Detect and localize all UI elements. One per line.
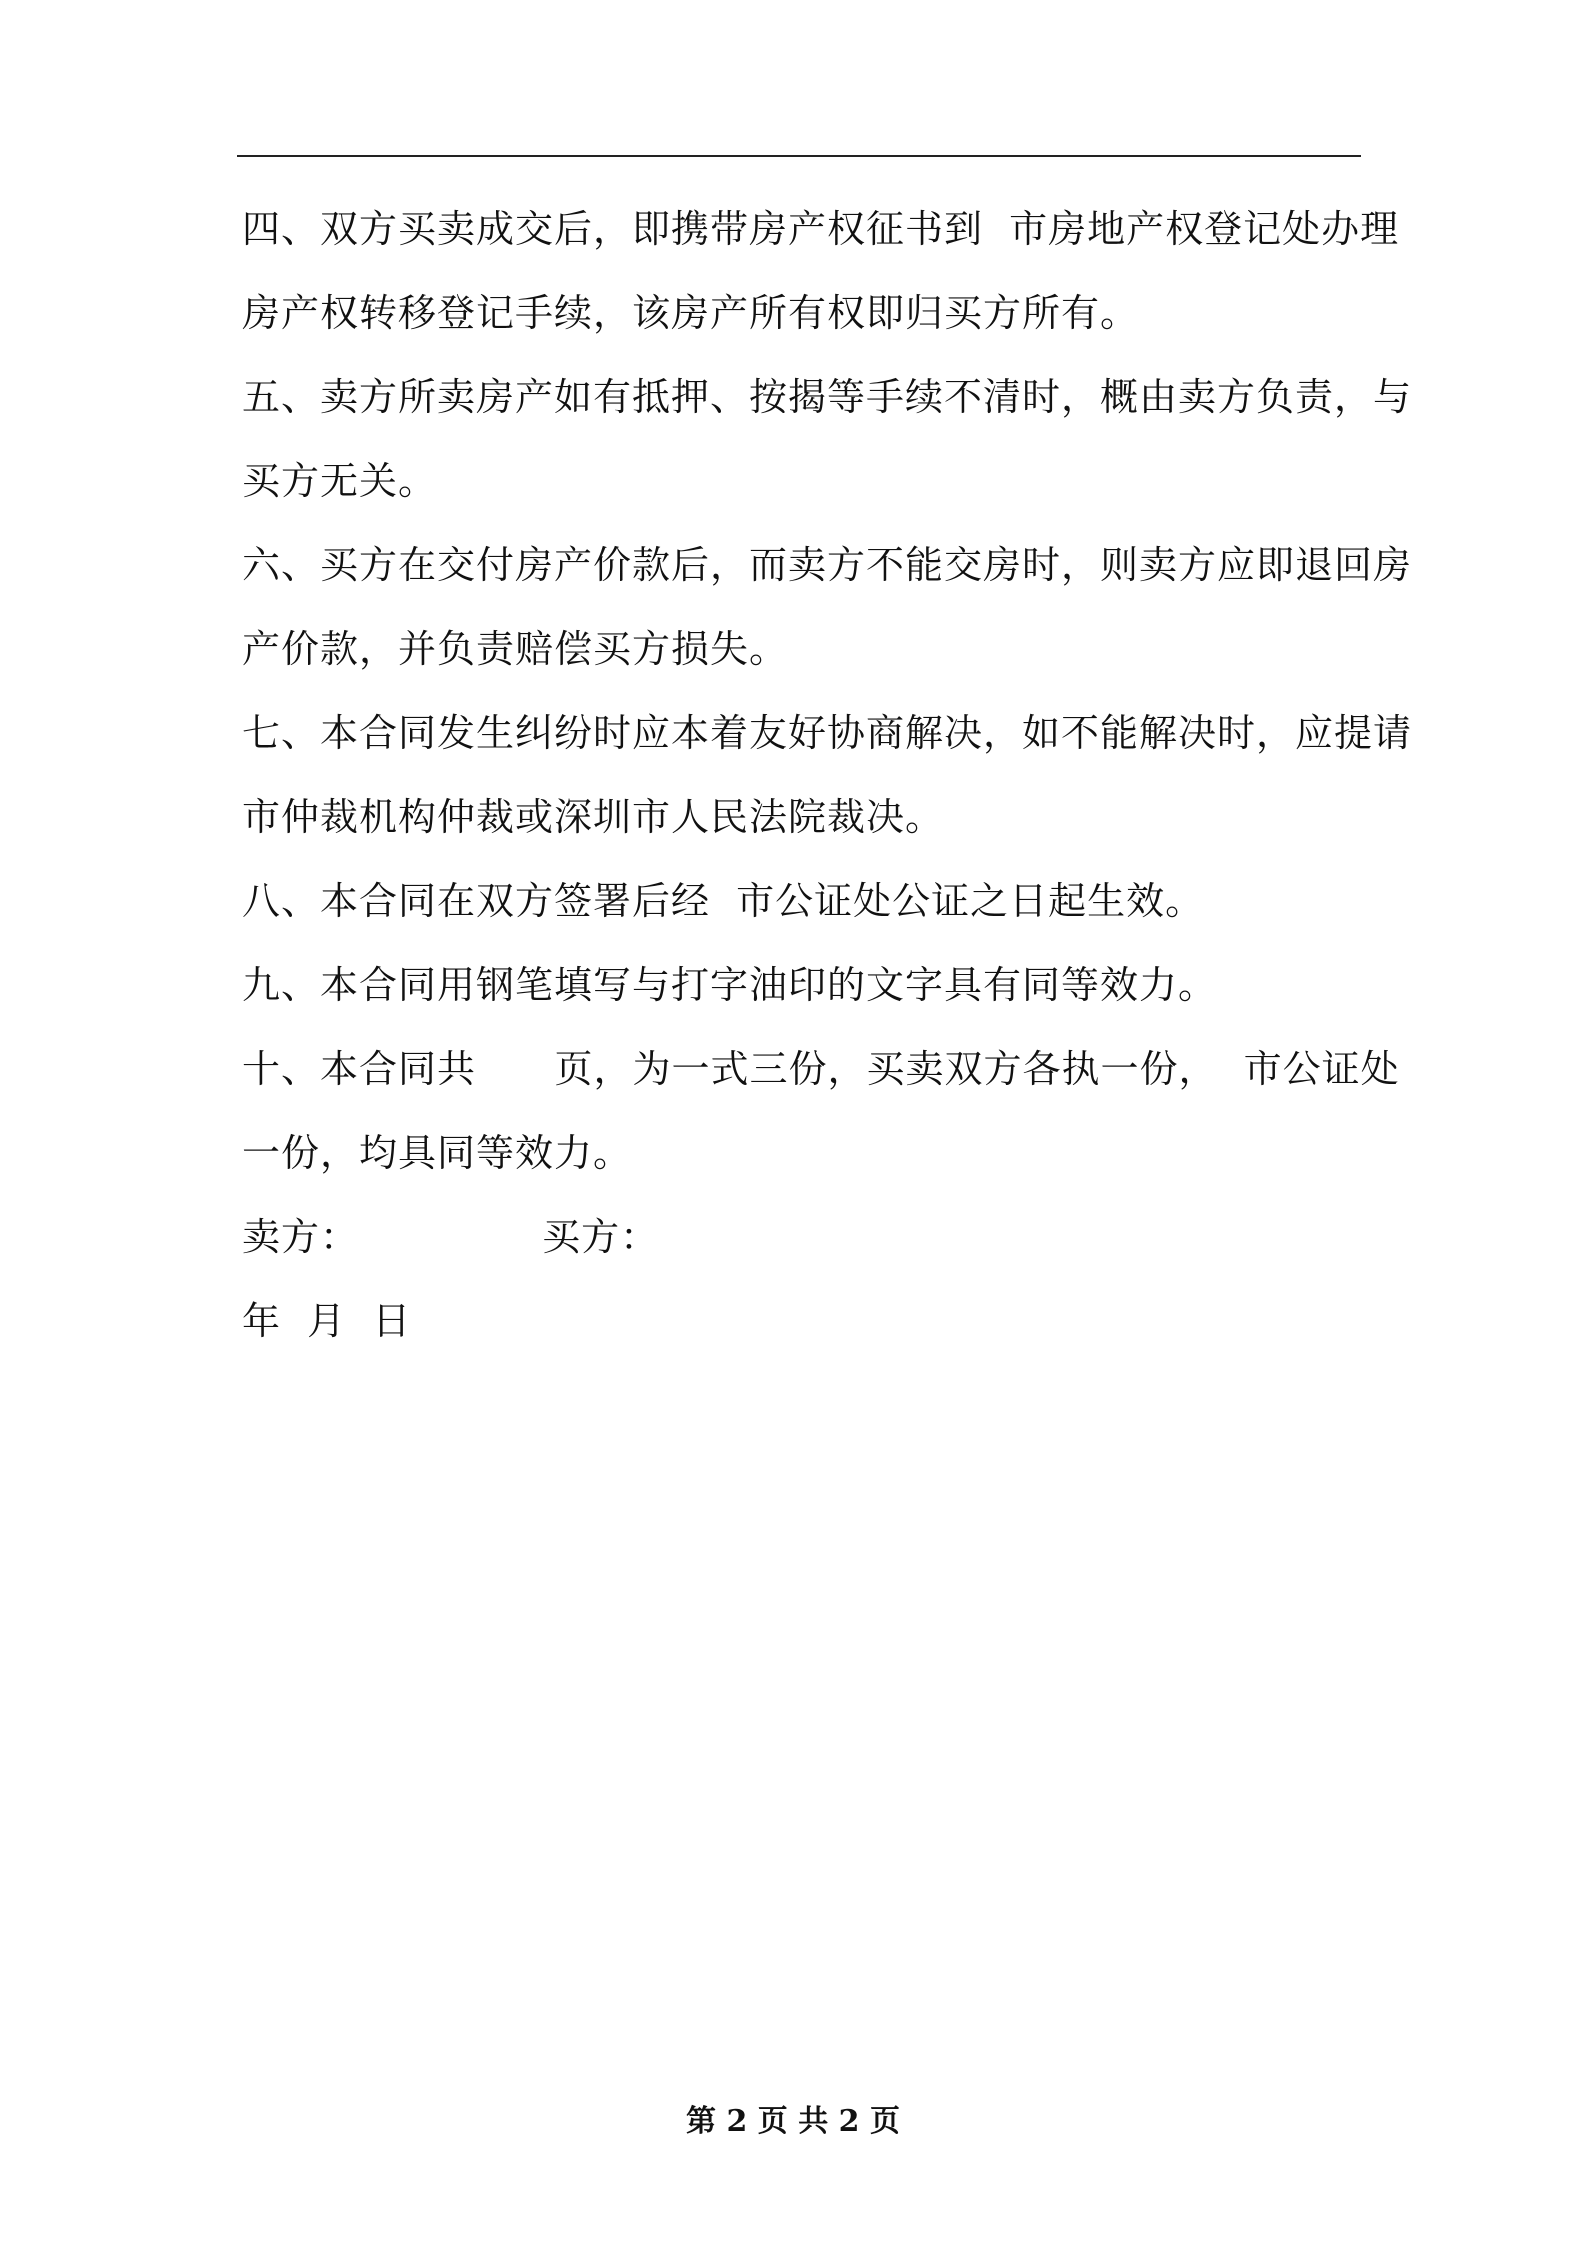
date-line: 年 月 日 — [242, 1299, 412, 1343]
clause-7-line-1: 七、本合同发生纠纷时应本着友好协商解决，如不能解决时，应提请 — [242, 711, 1413, 755]
clause-10-line-2: 一份，均具同等效力。 — [242, 1131, 633, 1175]
signature-line: 卖方： 买方： — [242, 1215, 660, 1259]
clause-6-line-1: 六、买方在交付房产价款后，而卖方不能交房时，则卖方应即退回房 — [242, 543, 1413, 587]
clause-4-line-1: 四、双方买卖成交后，即携带房产权征书到 市房地产权登记处办理 — [242, 207, 1400, 251]
clause-5-line-2: 买方无关。 — [242, 459, 438, 503]
clause-7-line-2: 市仲裁机构仲裁或深圳市人民法院裁决。 — [242, 795, 945, 839]
clause-6-line-2: 产价款，并负责赔偿买方损失。 — [242, 627, 789, 671]
clause-4-line-2: 房产权转移登记手续，该房产所有权即归买方所有。 — [242, 291, 1140, 335]
contract-body — [242, 198, 1413, 1374]
clause-10-line-1: 十、本合同共 页，为一式三份，买卖双方各执一份， 市公证处 — [242, 1047, 1400, 1091]
clause-9-line: 九、本合同用钢笔填写与打字油印的文字具有同等效力。 — [242, 963, 1218, 1007]
page-footer: 第 2 页 共 2 页 — [686, 2104, 900, 2139]
clause-5-line-1: 五、卖方所卖房产如有抵押、按揭等手续不清时，概由卖方负责，与 — [242, 375, 1413, 419]
header-rule — [237, 155, 1361, 157]
clause-8-line: 八、本合同在双方签署后经 市公证处公证之日起生效。 — [242, 879, 1205, 923]
